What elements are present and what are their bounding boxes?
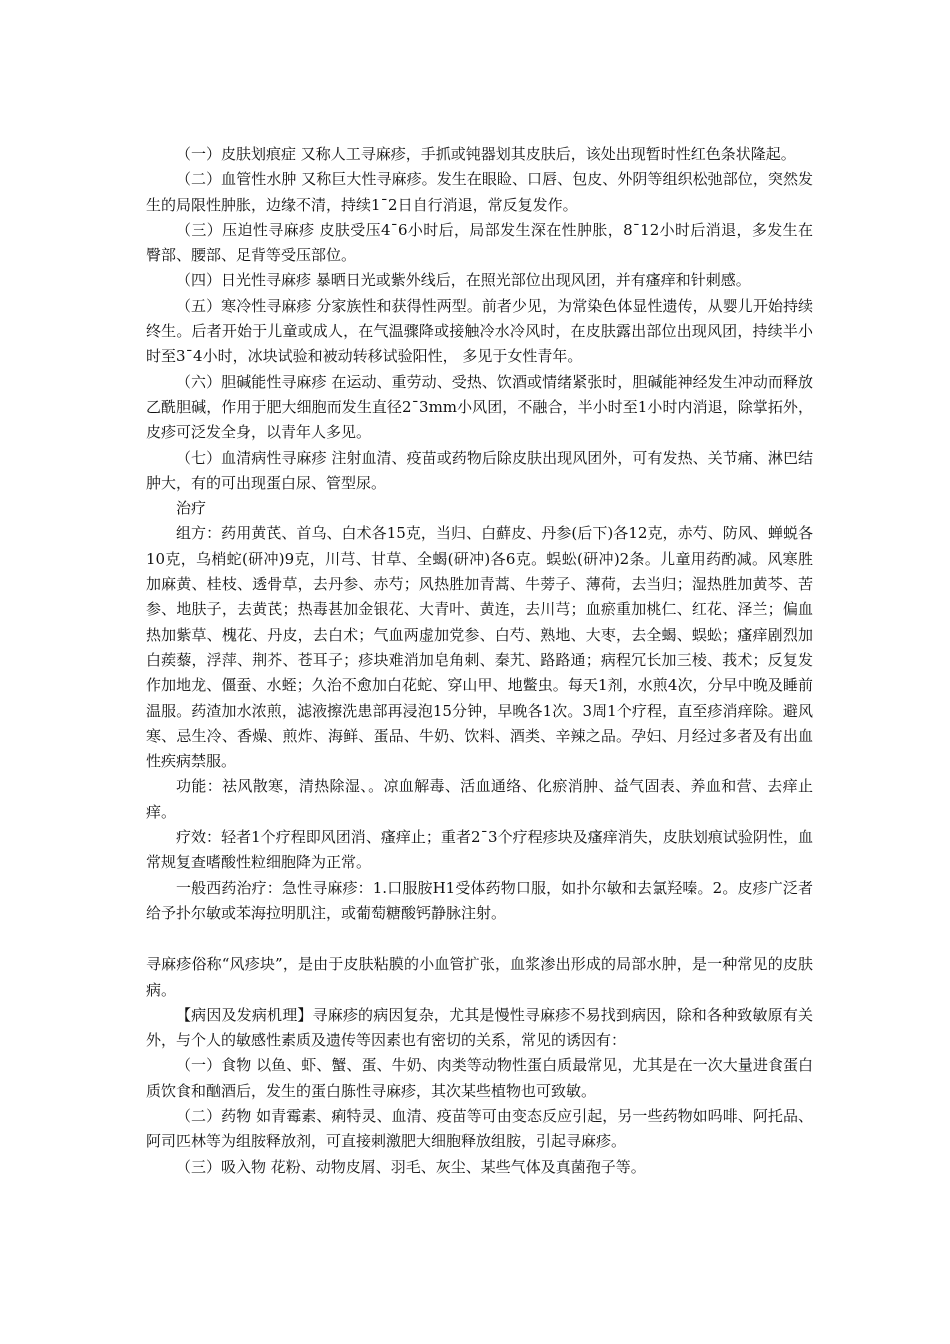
paragraph-solar-urticaria: （四）日光性寻麻疹 暴晒日光或紫外线后，在照光部位出现风团，并有瘙痒和针刺感。 [176, 271, 751, 290]
paragraph-western-treatment: 一般西药治疗：急性寻麻疹：1.口服胺H1受体药物口服，如扑尔敏和去氯羟嗪。2。皮疹广泛者给予扑尔敏或苯海拉明肌注，或葡萄糖酸钙静脉注射。 [146, 878, 813, 922]
paragraph-food-cause: （一）食物 以鱼、虾、蟹、蛋、牛奶、肉类等动物性蛋白质最常见，尤其是在一次大量进食蛋白质饮食和酗酒后，发生的蛋白胨性寻麻疹，其次某些植物也可致敏。 [146, 1056, 813, 1100]
heading-treatment: 治疗 [176, 499, 207, 518]
paragraph-drug-cause: （二）药物 如青霉素、痢特灵、血清、疫苗等可由变态反应引起，另一些药物如吗啡、阿托品、阿司匹林等为组胺释放剂，可直接刺激肥大细胞释放组胺，引起寻麻疹。 [146, 1106, 813, 1151]
document-page [146, 142, 813, 1180]
paragraph-cholinergic-urticaria: （六）胆碱能性寻麻疹 在运动、重劳动、受热、饮酒或情绪紧张时，胆碱能神经发生冲动而释放乙酰胆碱，作用于肥大细胞而发生直径2¯3mm小风团，不融合，半小时至1小时内消退，除掌拓外，皮疹可泛发全身，以青年人多见。 [146, 372, 813, 442]
paragraph-efficacy: 疗效：轻者1个疗程即风团消、瘙痒止；重者2¯3个疗程疹块及瘙痒消失，皮肤划痕试验阴性，血常规复查嗜酸性粒细胞降为正常。 [146, 828, 813, 872]
paragraph-pressure-urticaria: （三）压迫性寻麻疹 皮肤受压4¯6小时后，局部发生深在性肿胀，8¯12小时后消退，多发生在臀部、腰部、足背等受压部位。 [146, 220, 813, 265]
paragraph-dermatographism: （一）皮肤划痕症 又称人工寻麻疹，手抓或钝器划其皮肤后，该处出现暂时性红色条状隆起。 [176, 145, 796, 163]
paragraph-cold-urticaria: （五）寒冷性寻麻疹 分家族性和获得性两型。前者少见，为常染色体显性遗传，从婴儿开始持续终生。后者开始于儿童或成人，在气温骤降或接触冷水冷风时，在皮肤露出部位出现风团，持续半小时至3¯4小时，冰块试验和被动转移试验阳性， 多见于女性青年。 [146, 296, 813, 366]
paragraph-serum-sickness-urticaria: （七）血清病性寻麻疹 注射血清、疫苗或药物后除皮肤出现风团外，可有发热、关节痛、淋巴结肿大，有的可出现蛋白尿、管型尿。 [146, 448, 813, 492]
section-gap [146, 926, 813, 952]
paragraph-urticaria-intro: 寻麻疹俗称“风疹块”，是由于皮肤粘膜的小血管扩张，血浆渗出形成的局部水肿，是一种常见的皮肤病。 [146, 955, 813, 999]
paragraph-angioedema: （二）血管性水肿 又称巨大性寻麻疹。发生在眼睑、口唇、包皮、外阴等组织松弛部位，突然发生的局限性肿胀，边缘不清，持续1¯2日自行消退，常反复发作。 [146, 170, 813, 214]
paragraph-function: 功能：祛风散寒，清热除湿、。凉血解毒、活血通络、化瘀消肿、益气固表、养血和营、去痒止痒。 [146, 777, 813, 821]
paragraph-prescription: 组方：药用黄芪、首乌、白术各15克，当归、白蘚皮、丹参(后下)各12克，赤芍、防风、蝉蜕各10克，乌梢蛇(研冲)9克，川芎、甘草、全蝎(研冲)各6克。蜈蚣(研冲)2条。儿童用药酌减。风寒胜加麻黄、桂枝、透骨草，去丹参、赤芍；风热胜加青蒿、牛蒡子、薄荷，去当归；湿热胜加黄芩、苦参、地肤子，去黄芪；热毒甚加金银花、大青叶、黄连，去川芎；血瘀重加桃仁、红花、泽兰；偏血热加紫草、槐花、丹皮，去白术；气血两虚加党参、白芍、熟地、大枣，去全蝎、蜈蚣；瘙痒剧烈加白蒺藜，浮萍、荆芥、苍耳子；疹块难消加皂角刺、秦艽、路路通；病程冗长加三棱、莪术；反复发作加地龙、僵蚕、水蛭；久治不愈加白花蛇、穿山甲、地鳖虫。每天1剂，水煎4次，分早中晚及睡前温服。药渣加水浓煎，滤液擦洗患部再浸泡15分钟，早晚各1次。3周1个疗程，直至疹消痒除。避风寒、忌生冷、香燥、煎炸、海鲜、蛋品、牛奶、饮料、酒类、辛辣之品。孕妇、月经过多者及有出血性疾病禁服。 [146, 524, 813, 771]
paragraph-etiology: 【病因及发病机理】寻麻疹的病因复杂，尤其是慢性寻麻疹不易找到病因，除和各种致敏原有关外，与个人的敏感性素质及遗传等因素也有密切的关系，常见的诱因有： [146, 1005, 813, 1050]
paragraph-inhalant-cause: （三）吸入物 花粉、动物皮屑、羽毛、灰尘、某些气体及真菌孢子等。 [176, 1157, 646, 1176]
